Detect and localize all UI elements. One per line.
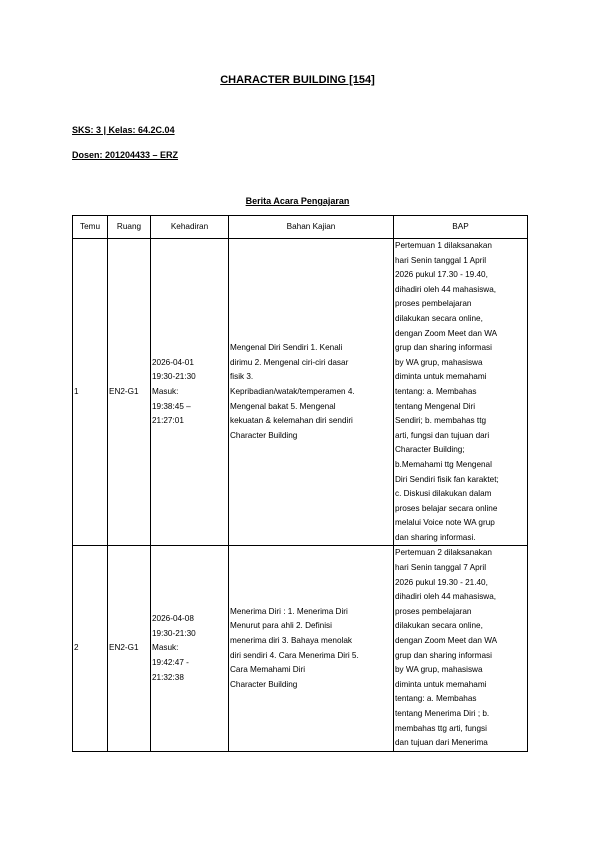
cell-kehadiran: 2026-04-01 19:30-21:30 Masuk: 19:38:45 – 21:27:01 — [151, 239, 229, 546]
document-title: CHARACTER BUILDING [154] — [220, 74, 375, 86]
cell-bahan-kajian: Menerima Diri : 1. Menerima Diri Menurut para ahli 2. Definisi menerima diri 3. Bahaya menolak diri sendiri 4. Cara Menerima Diri 5. Cara Memahami Diri Character Building — [229, 546, 394, 751]
cell-ruang: EN2-G1 — [108, 546, 151, 751]
cell-kehadiran: 2026-04-08 19:30-21:30 Masuk: 19:42:47 - 21:32:38 — [151, 546, 229, 751]
sks-kelas-line: SKS: 3 | Kelas: 64.2C.04 — [72, 125, 175, 135]
header-bap: BAP — [394, 216, 528, 239]
cell-temu: 2 — [73, 546, 108, 751]
dosen-line: Dosen: 201204433 – ERZ — [72, 150, 179, 160]
cell-temu: 1 — [73, 239, 108, 546]
table-header-row — [73, 216, 528, 239]
cell-bahan-kajian: Mengenal Diri Sendiri 1. Kenali dirimu 2. Mengenal ciri-ciri dasar fisik 3. Kepribadian/watak/temperamen 4. Mengenal bakat 5. Mengenal kekuatan & kelemahan diri sendiri Character Building — [229, 239, 394, 546]
table-row — [73, 239, 528, 546]
table-row — [73, 546, 528, 751]
cell-bap: Pertemuan 2 dilaksanakan hari Senin tanggal 7 April 2026 pukul 19.30 - 21.40, dihadiri oleh 44 mahasiswa, proses pembelajaran dilakukan secara online, dengan Zoom Meet dan WA grup dan sharing informasi by WA grup, mahasiswa diminta untuk memahami tentang: a. Membahas tentang Menerima Diri ; b. membahas ttg arti, fungsi dan tujuan dari Menerima — [394, 546, 528, 751]
header-kehadiran: Kehadiran — [151, 216, 229, 239]
header-ruang: Ruang — [108, 216, 151, 239]
header-temu: Temu — [73, 216, 108, 239]
section-title: Berita Acara Pengajaran — [245, 196, 350, 206]
cell-bap: Pertemuan 1 dilaksanakan hari Senin tanggal 1 April 2026 pukul 17.30 - 19.40, dihadiri oleh 44 mahasiswa, proses pembelajaran dilakukan secara online, dengan Zoom Meet dan WA grup dan sharing informasi by WA grup, mahasiswa diminta untuk memahami tentang: a. Membahas tentang Mengenal Diri Sendiri; b. membahas ttg arti, fungsi dan tujuan dari Character Building; b.Memahami ttg Mengenal Diri Sendiri fisik fan karaktet; c. Diskusi dilakukan dalam proses belajar secara online melalui Voice note WA grup dan sharing informasi. — [394, 239, 528, 546]
header-bahan-kajian: Bahan Kajian — [229, 216, 394, 239]
bap-table — [72, 215, 528, 752]
cell-ruang: EN2-G1 — [108, 239, 151, 546]
